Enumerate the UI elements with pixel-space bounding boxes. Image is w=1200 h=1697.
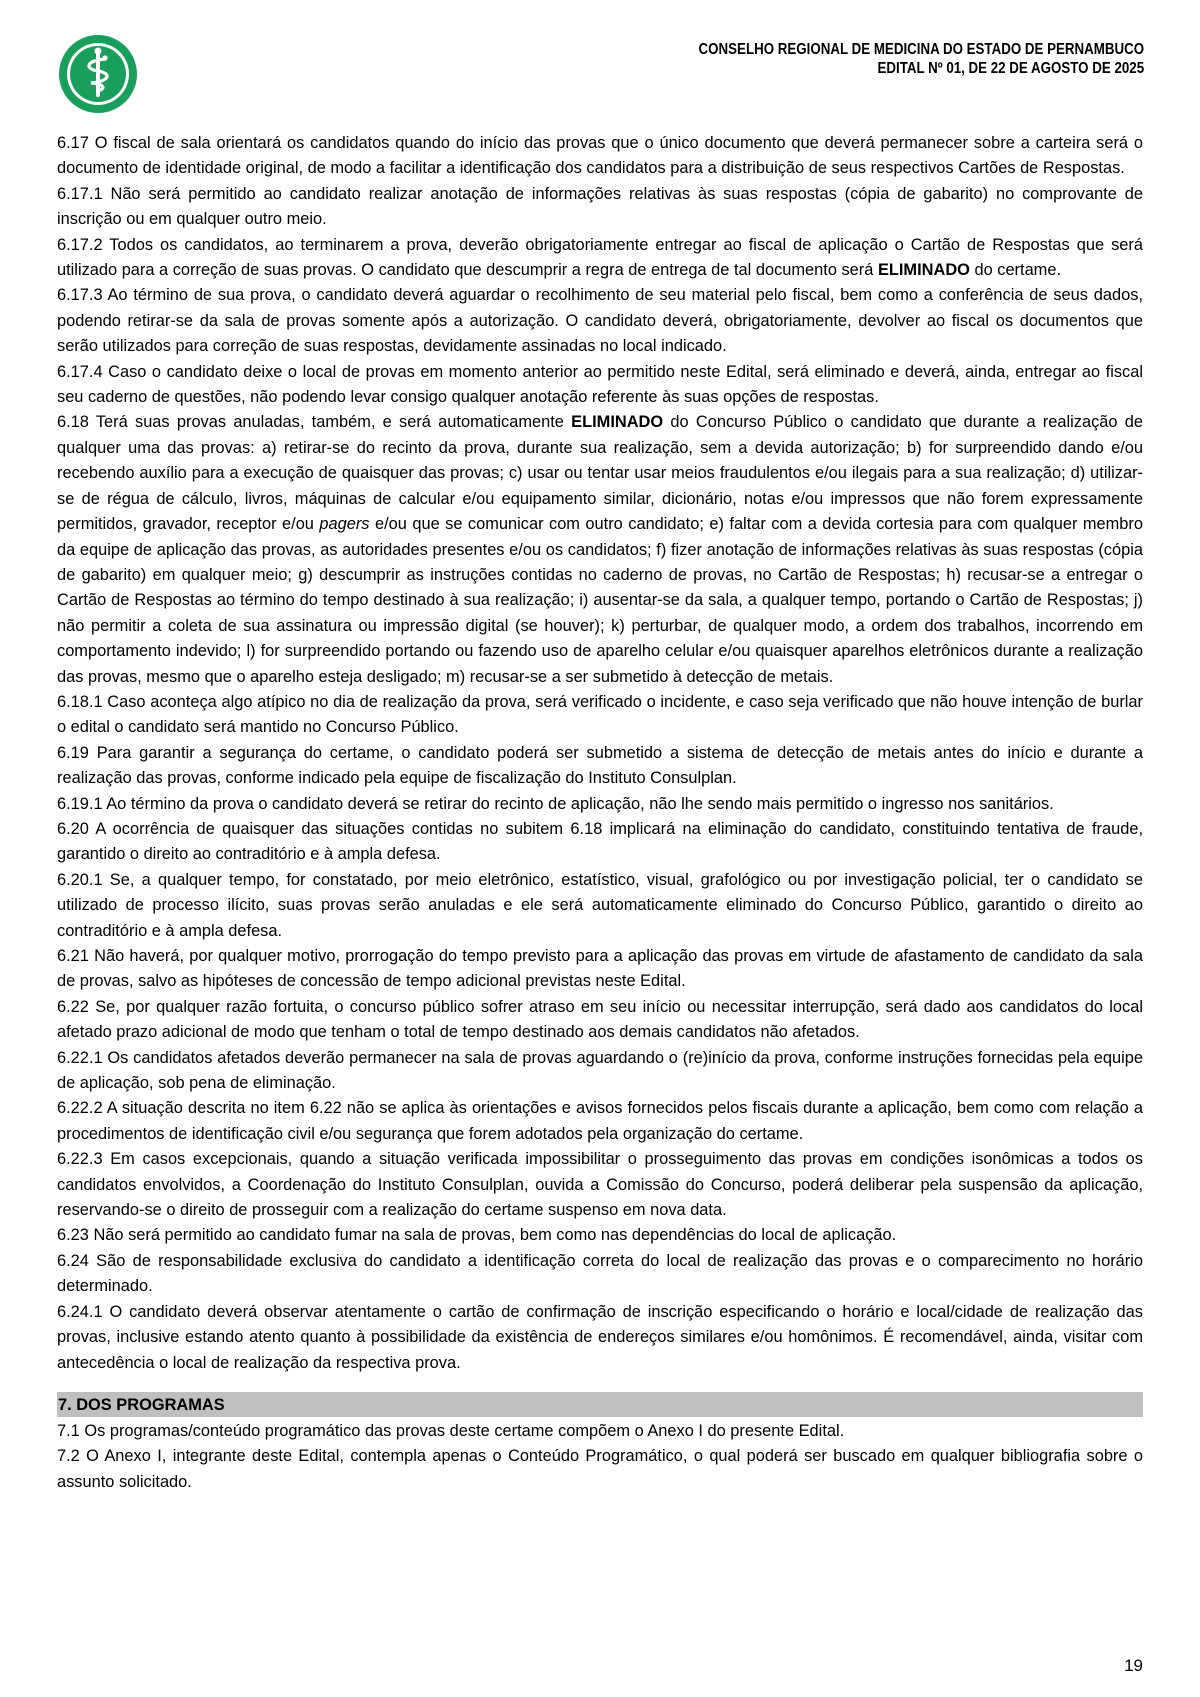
paragraph-6-23 (57, 1223, 1143, 1248)
paragraph-text: 7.1 Os programas/conteúdo programático das provas deste certame compõem o Anexo I do presente Edital. (57, 1421, 845, 1440)
section-heading: 7. DOS PROGRAMAS (57, 1392, 1143, 1417)
paragraph-6-22-2 (57, 1096, 1143, 1147)
org-name: CONSELHO REGIONAL DE MEDICINA DO ESTADO DE PERNAMBUCO (698, 41, 1144, 58)
edital-title: EDITAL Nº 01, DE 22 DE AGOSTO DE 2025 (877, 60, 1144, 77)
paragraph-6-22-3 (57, 1147, 1143, 1223)
page-number: 19 (1124, 1656, 1143, 1675)
paragraph-text: 7.2 O Anexo I, integrante deste Edital, contempla apenas o Conteúdo Programático, o qual poderá ser buscado em qualquer bibliografia sobre o assunto solicitado. (57, 1447, 1143, 1491)
paragraph-text: 6.22.1 Os candidatos afetados deverão permanecer na sala de provas aguardando o (re)início da prova, conforme instruções fornecidas pela equipe de aplicação, sob pena de eliminação. (57, 1048, 1143, 1093)
paragraph-6-21 (57, 944, 1143, 995)
paragraph-6-20 (57, 817, 1143, 868)
paragraph-7-2 (57, 1444, 1143, 1495)
paragraph-text: 6.21 Não haverá, por qualquer motivo, prorrogação do tempo previsto para a aplicação das provas em virtude de afastamento de candidato da sala de provas, salvo as hipóteses de concessão de tempo adicional previstas neste Edital. (57, 947, 1143, 991)
paragraph-6-17-1 (57, 182, 1143, 233)
paragraph-text: 6.20.1 Se, a qualquer tempo, for constatado, por meio eletrônico, estatístico, visual, grafológico ou por investigação policial, ter o candidato se utilizado de processo ilícito, suas provas serão anuladas e ele será automaticamente eliminado do Concurso Público, garantido o direito ao contraditório e à ampla defesa. (57, 870, 1143, 940)
paragraph-6-18 (57, 410, 1143, 689)
paragraph-text: 6.17.1 Não será permitido ao candidato realizar anotação de informações relativas às suas respostas (cópia de gabarito) no comprovante de inscrição ou em qualquer outro meio. (57, 184, 1143, 229)
paragraph-text: 6.24.1 O candidato deverá observar atentamente o cartão de confirmação de inscrição especificando o horário e local/cidade de realização das provas, inclusive estando atento quanto à possibilidade da existência de endereços similares e/ou homônimos. É recomendável, ainda, visitar com antecedência o local de realização da respectiva prova. (57, 1302, 1143, 1372)
paragraph-text: 6.19.1 Ao término da prova o candidato deverá se retirar do recinto de aplicação, não lhe sendo mais permitido o ingresso nos sanitários. (57, 794, 1054, 813)
paragraph-6-18-1 (57, 690, 1143, 741)
paragraph-6-17-4 (57, 360, 1143, 411)
paragraph-6-17-3 (57, 283, 1143, 359)
paragraph-6-20-1 (57, 868, 1143, 944)
paragraph-text: 6.24 São de responsabilidade exclusiva do candidato a identificação correta do local de realização das provas e o comparecimento no horário determinado. (57, 1251, 1143, 1296)
document-header (698, 40, 1144, 78)
paragraph-6-22 (57, 995, 1143, 1046)
bold-text: ELIMINADO (571, 413, 664, 432)
paragraph-text: e/ou que se comunicar com outro candidato; e) faltar com a devida cortesia para com qualquer membro da equipe de aplicação das provas, as autoridades presentes e/ou os candidatos; f) fizer anotação de informações relativas às suas respostas (cópia de gabarito) em qualquer meio; g) descumprir as instruções contidas no caderno de provas, no Cartão de Respostas; h) recusar-se a entregar o Cartão de Respostas ao término do tempo destinado à sua realização; i) ausentar-se da sala, a qualquer tempo, portando o Cartão de Respostas; j) não permitir a coleta de sua assinatura ou impressão digital (se houver); k) perturbar, de qualquer modo, a ordem dos trabalhos, incorrendo em comportamento indevido; l) for surpreendido portando ou fazendo uso de aparelho celular e/ou quaisquer aparelhos eletrônicos durante a realização das provas, mesmo que o aparelho esteja desligado; m) recusar-se a ser submetido à detecção de metais. (57, 515, 1143, 686)
paragraph-text: 6.22 Se, por qualquer razão fortuita, o concurso público sofrer atraso em seu início ou necessitar interrupção, será dado aos candidatos do local afetado prazo adicional de modo que tenham o total de tempo destinado aos demais candidatos não afetados. (57, 997, 1143, 1042)
paragraph-6-17 (57, 131, 1143, 182)
paragraph-text: 6.22.3 Em casos excepcionais, quando a situação verificada impossibilitar o prosseguimento das provas em condições isonômicas a todos os candidatos envolvidos, a Coordenação do Instituto Consulplan, ouvida a Comissão do Concurso, poderá deliberar pela suspensão da aplicação, reservando-se o direito de prosseguir com a realização do certame suspenso em nova data. (57, 1150, 1143, 1220)
section-paragraph-list (57, 1419, 1143, 1495)
paragraph-text: 6.17 O fiscal de sala orientará os candidatos quando do início das provas que o único documento que deverá permanecer sobre a carteira será o documento de identidade original, de modo a facilitar a identificação dos candidatos para a distribuição de seus respectivos Cartões de Respostas. (57, 134, 1143, 178)
paragraph-6-17-2 (57, 233, 1143, 284)
paragraph-text: 6.22.2 A situação descrita no item 6.22 não se aplica às orientações e avisos fornecidos pelos fiscais durante a aplicação, bem como com relação a procedimentos de identificação civil e/ou segurança que forem adotados pela organização do certame. (57, 1099, 1143, 1143)
paragraph-6-19 (57, 741, 1143, 792)
bold-text: ELIMINADO (877, 261, 970, 280)
document-body (57, 131, 1143, 1495)
caduceus-icon (57, 33, 139, 115)
paragraph-text: 6.18 Terá suas provas anuladas, também, e será automaticamente (57, 413, 572, 432)
paragraph-text: 6.17.3 Ao término de sua prova, o candidato deverá aguardar o recolhimento de seu material pelo fiscal, bem como a conferência de seus dados, podendo retirar-se da sala de provas somente após a autorização. O candidato deverá, obrigatoriamente, devolver ao fiscal os documentos que serão utilizados para correção de suas respostas, devidamente assinadas no local indicado. (57, 286, 1143, 356)
council-logo (57, 33, 139, 115)
paragraph-text: 6.18.1 Caso aconteça algo atípico no dia de realização da prova, será verificado o incidente, e caso seja verificado que não houve intenção de burlar o edital o candidato será mantido no Concurso Público. (57, 692, 1143, 737)
paragraph-text: 6.17.4 Caso o candidato deixe o local de provas em momento anterior ao permitido neste Edital, será eliminado e deverá, ainda, entregar ao fiscal seu caderno de questões, não podendo levar consigo qualquer anotação referente às suas opções de respostas. (57, 362, 1143, 407)
paragraph-text: do Concurso Público o candidato que durante a realização de qualquer uma das provas: a) retirar-se do recinto da prova, durante sua realização, sem a devida autorização; b) for surpreendido dando e/ou recebendo auxílio para a execução de quaisquer das provas; c) usar ou tentar usar meios fraudulentos e/ou ilegais para a sua realização; d) utilizar-se de régua de cálculo, livros, máquinas de calcular e/ou equipamento similar, dicionário, notas e/ou impressos que não forem expressamente permitidos, gravador, receptor e/ou (57, 413, 1144, 534)
paragraph-6-22-1 (57, 1046, 1143, 1097)
paragraph-text: 6.17.2 Todos os candidatos, ao terminarem a prova, deverão obrigatoriamente entregar ao fiscal de aplicação o Cartão de Respostas que será utilizado para a correção de suas provas. O candidato que descumprir a regra de entrega de tal documento será (57, 235, 1143, 280)
paragraph-text: do certame. (969, 261, 1062, 280)
paragraph-text: 6.19 Para garantir a segurança do certame, o candidato poderá ser submetido a sistema de detecção de metais antes do início e durante a realização das provas, conforme indicado pela equipe de fiscalização do Instituto Consulplan. (57, 743, 1143, 788)
paragraph-text: 6.20 A ocorrência de quaisquer das situações contidas no subitem 6.18 implicará na eliminação do candidato, constituindo tentativa de fraude, garantido o direito ao contraditório e à ampla defesa. (57, 819, 1143, 864)
paragraph-6-19-1 (57, 792, 1143, 817)
italic-text: pagers (319, 515, 370, 534)
paragraph-text: 6.23 Não será permitido ao candidato fumar na sala de provas, bem como nas dependências do local de aplicação. (57, 1226, 897, 1245)
paragraph-list (57, 131, 1143, 1376)
paragraph-6-24 (57, 1249, 1143, 1300)
paragraph-6-24-1 (57, 1300, 1143, 1376)
paragraph-7-1 (57, 1419, 1143, 1444)
